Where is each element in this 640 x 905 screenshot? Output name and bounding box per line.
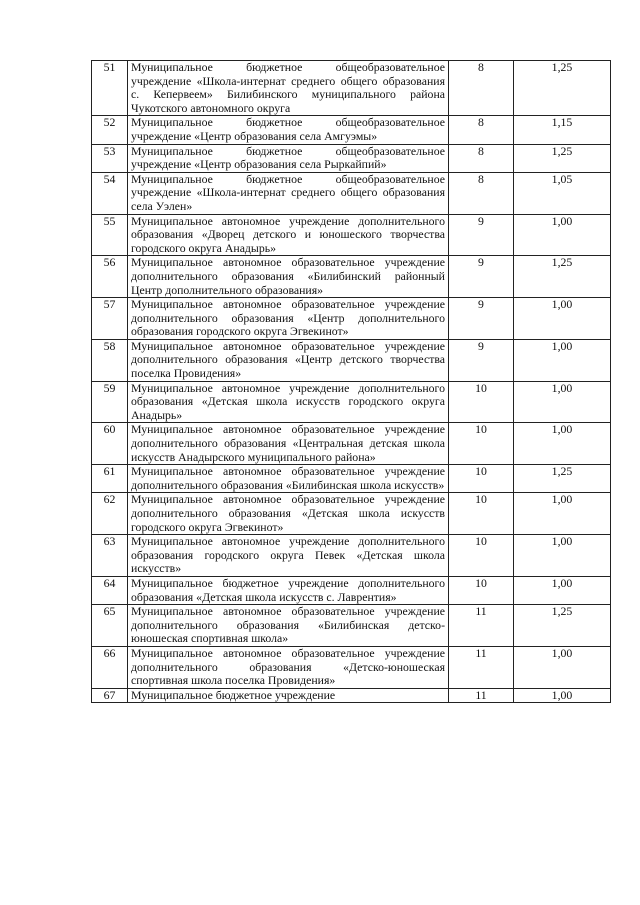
coefficient-value: 1,15 [514, 116, 611, 144]
row-number: 59 [92, 381, 128, 423]
group-number: 10 [449, 493, 514, 535]
coefficient-value: 1,00 [514, 576, 611, 604]
institution-name: Муниципальное бюджетное общеобразовательное учреждение «Школа-интернат среднего общего образования села Уэлен» [128, 172, 449, 214]
group-number: 8 [449, 61, 514, 116]
row-number: 63 [92, 535, 128, 577]
row-number: 51 [92, 61, 128, 116]
table-body [92, 61, 611, 703]
group-number: 10 [449, 381, 514, 423]
row-number: 67 [92, 688, 128, 703]
institution-name: Муниципальное автономное образовательное учреждение дополнительного образования «Центр дополнительного образования городского округа Эгвекинот» [128, 298, 449, 340]
coefficient-value: 1,00 [514, 688, 611, 703]
institution-name: Муниципальное автономное образовательное учреждение дополнительного образования «Детско-юношеская спортивная школа поселка Провидения» [128, 646, 449, 688]
coefficient-value: 1,25 [514, 465, 611, 493]
table-row [92, 61, 611, 116]
group-number: 9 [449, 339, 514, 381]
institution-name: Муниципальное автономное учреждение дополнительного образования городского округа Певек «Детская школа искусств» [128, 535, 449, 577]
institution-name: Муниципальное бюджетное учреждение дополнительного образования «Детская школа искусств с. Лаврентия» [128, 576, 449, 604]
group-number: 10 [449, 535, 514, 577]
row-number: 52 [92, 116, 128, 144]
coefficient-value: 1,05 [514, 172, 611, 214]
coefficient-value: 1,25 [514, 605, 611, 647]
coefficient-value: 1,00 [514, 381, 611, 423]
table-row [92, 688, 611, 703]
institution-name: Муниципальное автономное образовательное учреждение дополнительного образования «Центр детского творчества поселка Провидения» [128, 339, 449, 381]
table-row [92, 535, 611, 577]
coefficient-value: 1,00 [514, 646, 611, 688]
coefficient-value: 1,00 [514, 298, 611, 340]
institution-name: Муниципальное автономное образовательное учреждение дополнительного образования «Детская школа искусств городского округа Эгвекинот» [128, 493, 449, 535]
coefficient-value: 1,00 [514, 423, 611, 465]
table-row [92, 493, 611, 535]
table-row [92, 214, 611, 256]
row-number: 65 [92, 605, 128, 647]
table-row [92, 172, 611, 214]
group-number: 11 [449, 646, 514, 688]
institution-name: Муниципальное бюджетное общеобразовательное учреждение «Школа-интернат среднего общего образования с. Кепервеем» Билибинского муниципального района Чукотского автономного округа [128, 61, 449, 116]
row-number: 60 [92, 423, 128, 465]
row-number: 53 [92, 144, 128, 172]
table-row [92, 605, 611, 647]
table-row [92, 576, 611, 604]
coefficient-value: 1,00 [514, 214, 611, 256]
coefficient-value: 1,25 [514, 144, 611, 172]
table-row [92, 381, 611, 423]
group-number: 8 [449, 172, 514, 214]
group-number: 8 [449, 116, 514, 144]
table-row [92, 465, 611, 493]
row-number: 62 [92, 493, 128, 535]
institution-name: Муниципальное бюджетное общеобразовательное учреждение «Центр образования села Рыркайпий» [128, 144, 449, 172]
table-row [92, 256, 611, 298]
row-number: 58 [92, 339, 128, 381]
table-row [92, 298, 611, 340]
row-number: 54 [92, 172, 128, 214]
table-row [92, 646, 611, 688]
institution-name: Муниципальное бюджетное учреждение [128, 688, 449, 703]
table-row [92, 339, 611, 381]
group-number: 11 [449, 605, 514, 647]
institution-name: Муниципальное автономное образовательное учреждение дополнительного образования «Билибинская школа искусств» [128, 465, 449, 493]
institution-name: Муниципальное бюджетное общеобразовательное учреждение «Центр образования села Амгуэмы» [128, 116, 449, 144]
institutions-table [91, 60, 611, 703]
institution-name: Муниципальное автономное образовательное учреждение дополнительного образования «Центральная детская школа искусств Анадырского муниципального района» [128, 423, 449, 465]
row-number: 57 [92, 298, 128, 340]
institution-name: Муниципальное автономное образовательное учреждение дополнительного образования «Билибинская детско-юношеская спортивная школа» [128, 605, 449, 647]
group-number: 8 [449, 144, 514, 172]
institution-name: Муниципальное автономное учреждение дополнительного образования «Дворец детского и юношеского творчества городского округа Анадырь» [128, 214, 449, 256]
coefficient-value: 1,00 [514, 339, 611, 381]
coefficient-value: 1,25 [514, 256, 611, 298]
group-number: 9 [449, 298, 514, 340]
row-number: 61 [92, 465, 128, 493]
row-number: 66 [92, 646, 128, 688]
institution-name: Муниципальное автономное образовательное учреждение дополнительного образования «Билибинский районный Центр дополнительного образования» [128, 256, 449, 298]
group-number: 11 [449, 688, 514, 703]
group-number: 9 [449, 214, 514, 256]
coefficient-value: 1,00 [514, 535, 611, 577]
group-number: 10 [449, 465, 514, 493]
institution-name: Муниципальное автономное учреждение дополнительного образования «Детская школа искусств городского округа Анадырь» [128, 381, 449, 423]
group-number: 10 [449, 423, 514, 465]
coefficient-value: 1,25 [514, 61, 611, 116]
group-number: 9 [449, 256, 514, 298]
table-row [92, 144, 611, 172]
coefficient-value: 1,00 [514, 493, 611, 535]
row-number: 56 [92, 256, 128, 298]
row-number: 64 [92, 576, 128, 604]
group-number: 10 [449, 576, 514, 604]
table-row [92, 116, 611, 144]
table-row [92, 423, 611, 465]
row-number: 55 [92, 214, 128, 256]
